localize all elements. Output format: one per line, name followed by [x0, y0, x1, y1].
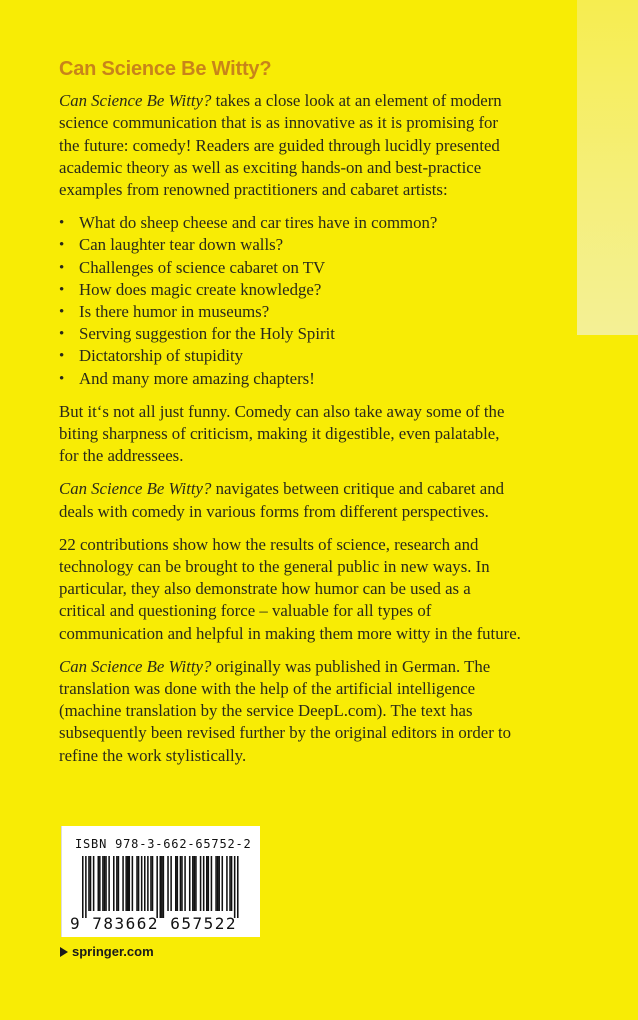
- barcode-bar: [102, 856, 104, 911]
- barcode-bar: [104, 856, 106, 911]
- contributions-paragraph: 22 contributions show how the results of science, research and technology can be brought to the general public in new ways. In particular, they also demonstrate how humor can be used as a critical and questioning force – valuable for all types of communication and helpful in making them more witty in the future.: [59, 534, 521, 643]
- barcode-bar: [237, 856, 239, 918]
- list-item: • Can laughter tear down walls?: [59, 234, 521, 256]
- barcode-bar: [152, 856, 154, 911]
- barcode-bar: [163, 856, 165, 918]
- barcode-bar: [189, 856, 191, 911]
- publisher-link-text[interactable]: springer.com: [72, 944, 154, 959]
- barcode-bar: [150, 856, 152, 911]
- arrow-right-icon: [60, 947, 68, 957]
- barcode-bar: [206, 856, 208, 911]
- intro-book-title: Can Science Be Witty?: [59, 91, 212, 111]
- barcode-bar: [181, 856, 183, 911]
- barcode-bar: [203, 856, 205, 911]
- barcode-bar: [116, 856, 118, 911]
- barcode-bar: [177, 856, 179, 911]
- barcode-bar: [88, 856, 90, 911]
- chapter-list: [59, 212, 521, 390]
- barcode-bar: [118, 856, 120, 911]
- barcode-bar: [136, 856, 138, 911]
- navigates-paragraph: [59, 478, 521, 522]
- barcode-bar: [144, 856, 146, 911]
- barcode-bar: [108, 856, 110, 911]
- barcode-bar: [231, 856, 233, 911]
- barcode-bar: [208, 856, 210, 911]
- funny-paragraph: But it‘s not all just funny. Comedy can also take away some of the biting sharpness of criticism, making it digestible, even palatable, for the addressees.: [59, 401, 505, 466]
- list-item: • Dictatorship of stupidity: [59, 345, 521, 367]
- barcode-bar: [234, 856, 236, 918]
- barcode-bars: [82, 856, 242, 918]
- barcode-bar: [129, 856, 131, 911]
- barcode-bar: [141, 856, 143, 911]
- barcode-bar: [127, 856, 129, 911]
- translation-text: originally was published in German. The translation was done with the help of the artificial intelligence (machine translation by the service DeepL.com). The text has subsequently been revised further by the original editors in order to refine the work stylistically.: [59, 656, 512, 765]
- barcode-bar: [98, 856, 100, 911]
- barcode-bar: [222, 856, 224, 911]
- barcode-bar: [211, 856, 213, 911]
- list-item: • Challenges of science cabaret on TV: [59, 257, 521, 279]
- barcode-bar: [175, 856, 177, 911]
- barcode-bar: [194, 856, 196, 911]
- barcode-bar: [138, 856, 140, 911]
- barcode-bar: [99, 856, 101, 911]
- barcode-bar: [160, 856, 162, 918]
- barcode-bar: [226, 856, 228, 911]
- list-item: • And many more amazing chapters!: [59, 368, 521, 390]
- isbn-label: ISBN 978-3-662-65752-2: [75, 837, 252, 851]
- barcode-bar: [170, 856, 172, 911]
- barcode-bar: [184, 856, 186, 911]
- barcode-bar: [229, 856, 231, 911]
- barcode-bar: [161, 856, 163, 918]
- barcode-digits: 9 783662 657522: [70, 914, 237, 933]
- list-item: • What do sheep cheese and car tires have in common?: [59, 212, 521, 234]
- list-item: • Is there humor in museums?: [59, 301, 521, 323]
- intro-text: takes a close look at an element of modern science communication that is as innovative as it is promising for the future: comedy! Readers are guided through lucidly presented academic theory as well as exciting hands-on and best-practice examples from renowned practitioners and cabaret artists:: [59, 91, 502, 200]
- barcode-bar: [82, 856, 84, 918]
- barcode-bar: [113, 856, 115, 911]
- barcode-bar: [147, 856, 149, 911]
- barcode-bar: [122, 856, 124, 911]
- barcode-bar: [132, 856, 134, 911]
- barcode-bar: [156, 856, 158, 918]
- translation-book-title: Can Science Be Witty?: [59, 656, 212, 676]
- navigates-book-title: Can Science Be Witty?: [59, 479, 212, 499]
- barcode-bar: [105, 856, 107, 911]
- barcode-bar: [215, 856, 217, 911]
- navigates-text: navigates between critique and cabaret and deals with comedy in various forms from different perspectives.: [59, 479, 504, 521]
- page-title: Can Science Be Witty?: [59, 58, 272, 80]
- back-cover-text: [59, 58, 521, 778]
- translation-paragraph: [59, 656, 521, 767]
- barcode-bar: [90, 856, 92, 911]
- spine-strip: [577, 335, 638, 1020]
- intro-paragraph: [59, 90, 521, 201]
- barcode-bar: [217, 856, 219, 911]
- barcode-bar: [218, 856, 220, 911]
- list-item: • Serving suggestion for the Holy Spirit: [59, 323, 521, 345]
- barcode-bar: [93, 856, 95, 911]
- barcode-bar: [180, 856, 182, 911]
- barcode-bar: [85, 856, 87, 918]
- isbn-barcode: [61, 826, 260, 937]
- spine-gradient: [577, 0, 638, 335]
- barcode-bar: [195, 856, 197, 911]
- barcode-bar: [167, 856, 169, 911]
- barcode-bar: [192, 856, 194, 911]
- list-item: • How does magic create knowledge?: [59, 279, 521, 301]
- publisher-link[interactable]: [60, 944, 154, 959]
- barcode-bar: [200, 856, 202, 911]
- barcode-bar: [125, 856, 127, 911]
